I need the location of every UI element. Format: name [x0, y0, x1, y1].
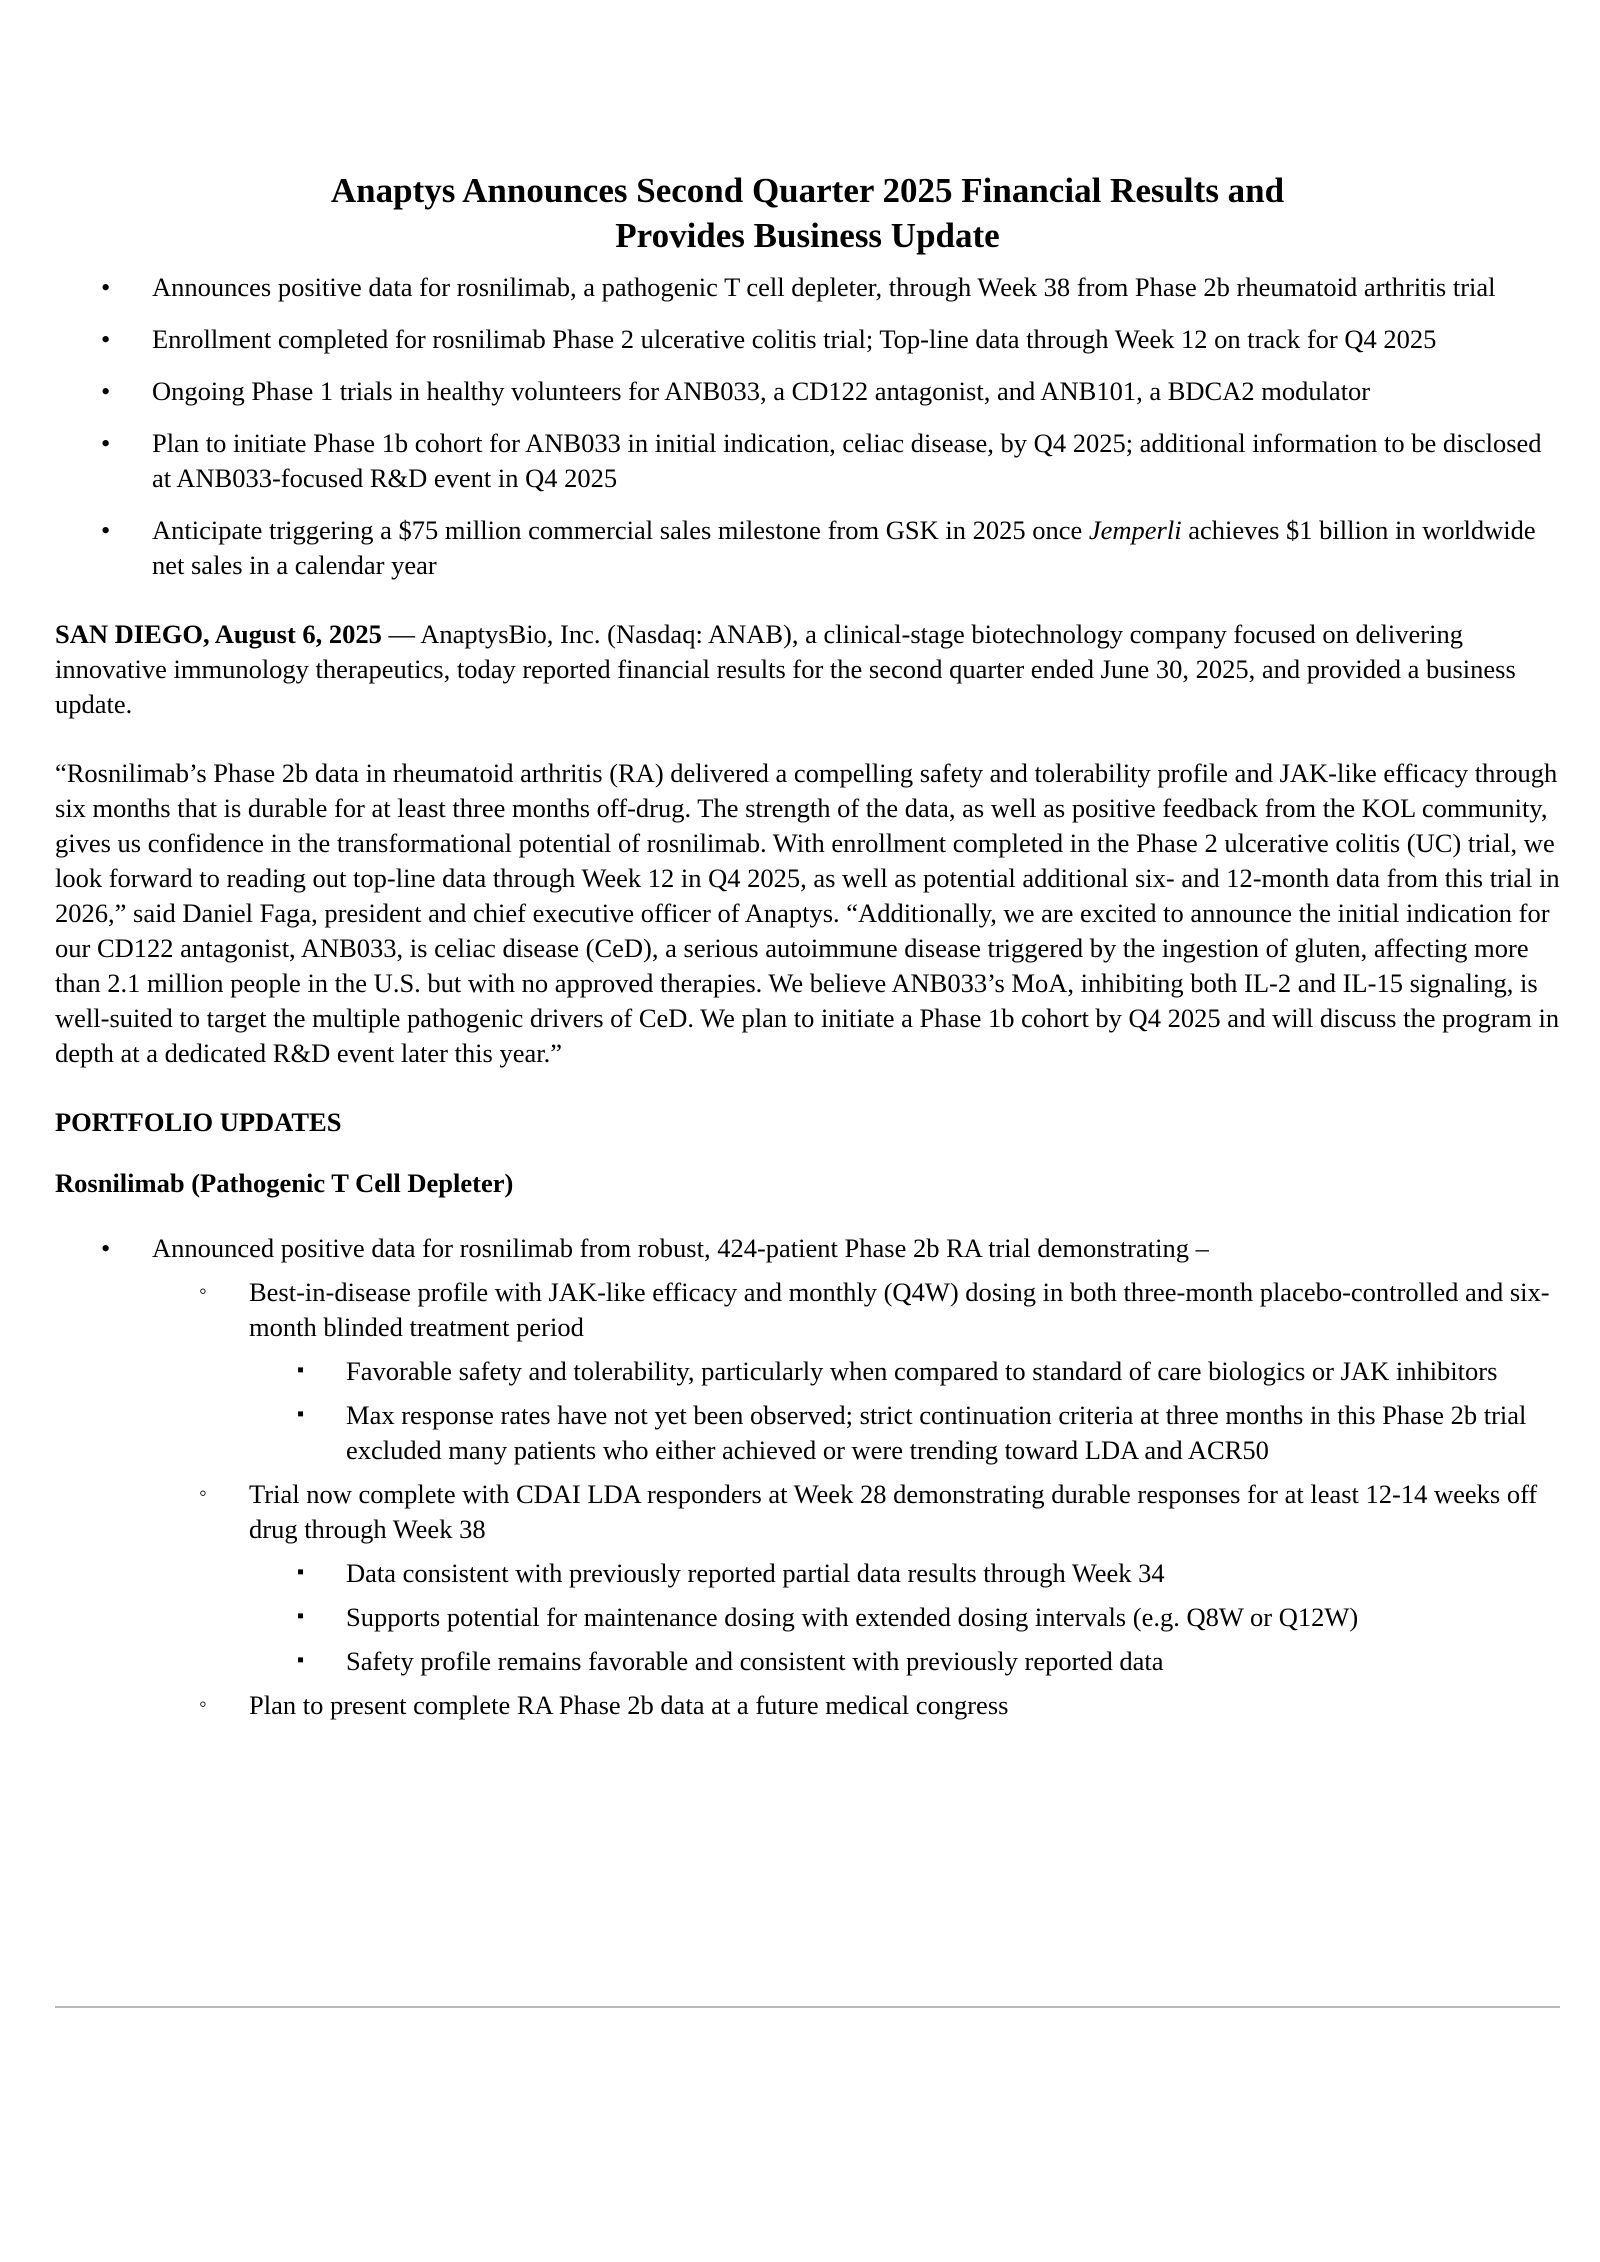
portfolio-subsubitem-text: Data consistent with previously reported partial data results through Week 34 [346, 1558, 1165, 1588]
portfolio-subsubitem [55, 1644, 1560, 1679]
square-bullet-marker: ▪ [297, 1403, 305, 1425]
highlight-text: Announces positive data for rosnilimab, a pathogenic T cell depleter, through Week 38 from Phase 2b rheumatoid arthritis trial [152, 272, 1496, 302]
footer-divider [55, 2006, 1560, 2008]
square-bullet-marker: ▪ [297, 1605, 305, 1627]
portfolio-subsubitem [55, 1600, 1560, 1635]
circle-bullet-marker: ◦ [199, 1278, 207, 1303]
portfolio-subsubitem-text: Favorable safety and tolerability, particularly when compared to standard of care biologics or JAK inhibitors [346, 1356, 1498, 1386]
square-bullet-marker: ▪ [297, 1359, 305, 1381]
highlight-item [55, 374, 1560, 409]
circle-bullet-marker: ◦ [199, 1691, 207, 1716]
portfolio-subsubitem [55, 1556, 1560, 1591]
portfolio-sublist [152, 1275, 1560, 1723]
circle-bullet-marker: ◦ [199, 1480, 207, 1505]
bullet-marker: • [101, 428, 111, 458]
portfolio-subsubitem [55, 1398, 1560, 1468]
bullet-marker: • [101, 1233, 111, 1263]
title-line-2: Provides Business Update [615, 216, 1000, 255]
page-title [55, 168, 1560, 258]
portfolio-subsublist [249, 1354, 1560, 1468]
portfolio-list [55, 1231, 1560, 1723]
portfolio-subitem [55, 1477, 1560, 1679]
highlight-item [55, 513, 1560, 583]
intro-text: — AnaptysBio, Inc. (Nasdaq: ANAB), a clinical-stage biotechnology company focused on delivering innovative immunology therapeutics, today reported financial results for the second quarter ended June 30, 2025, and provided a business update. [55, 619, 1516, 719]
portfolio-subsubitem-text: Max response rates have not yet been observed; strict continuation criteria at three months in this Phase 2b trial excluded many patients who either achieved or were trending toward LDA and ACR50 [346, 1400, 1527, 1465]
highlight-text: Ongoing Phase 1 trials in healthy volunteers for ANB033, a CD122 antagonist, and ANB101, a BDCA2 modulator [152, 376, 1371, 406]
quote-paragraph: “Rosnilimab’s Phase 2b data in rheumatoid arthritis (RA) delivered a compelling safety and tolerability profile and JAK-like efficacy through six months that is durable for at least three months off-drug. The strength of the data, as well as positive feedback from the KOL community, gives us confidence in the transformational potential of rosnilimab. With enrollment completed in the Phase 2 ulcerative colitis (UC) trial, we look forward to reading out top-line data through Week 12 in Q4 2025, as well as potential additional six- and 12-month data from this trial in 2026,” said Daniel Faga, president and chief executive officer of Anaptys. “Additionally, we are excited to announce the initial indication for our CD122 antagonist, ANB033, is celiac disease (CeD), a serious autoimmune disease triggered by the ingestion of gluten, affecting more than 2.1 million people in the U.S. but with no approved therapies. We believe ANB033’s MoA, inhibiting both IL-2 and IL-15 signaling, is well-suited to target the multiple pathogenic drivers of CeD. We plan to initiate a Phase 1b cohort by Q4 2025 and will discuss the program in depth at a dedicated R&D event later this year.” [55, 758, 1560, 1068]
portfolio-subitem-text: Plan to present complete RA Phase 2b data at a future medical congress [249, 1690, 1009, 1720]
portfolio-subitem-text: Trial now complete with CDAI LDA responders at Week 28 demonstrating durable responses for at least 12-14 weeks off drug through Week 38 [249, 1479, 1538, 1544]
bullet-marker: • [101, 515, 111, 545]
highlight-item [55, 322, 1560, 357]
highlight-text-before: Anticipate triggering a $75 million commercial sales milestone from GSK in 2025 once [152, 515, 1089, 545]
dateline: SAN DIEGO, August 6, 2025 [55, 619, 382, 649]
section-heading: PORTFOLIO UPDATES [55, 1107, 342, 1137]
portfolio-subsublist [249, 1556, 1560, 1679]
highlight-text-italic: Jemperli [1088, 515, 1182, 545]
highlights-list [55, 270, 1560, 583]
document-page [55, 168, 1560, 1740]
subsection-heading: Rosnilimab (Pathogenic T Cell Depleter) [55, 1168, 514, 1198]
portfolio-item [55, 1231, 1560, 1723]
highlight-text-after: achieves $1 billion in worldwide net sales in a calendar year [152, 515, 1536, 580]
intro-paragraph [55, 617, 1560, 722]
portfolio-subsubitem-text: Safety profile remains favorable and consistent with previously reported data [346, 1646, 1164, 1676]
portfolio-main-text: Announced positive data for rosnilimab from robust, 424-patient Phase 2b RA trial demonstrating – [152, 1233, 1209, 1263]
highlight-item [55, 270, 1560, 305]
highlight-text: Plan to initiate Phase 1b cohort for ANB033 in initial indication, celiac disease, by Q4 2025; additional information to be disclosed at ANB033-focused R&D event in Q4 2025 [152, 428, 1542, 493]
portfolio-subsubitem-text: Supports potential for maintenance dosing with extended dosing intervals (e.g. Q8W or Q12W) [346, 1602, 1359, 1632]
square-bullet-marker: ▪ [297, 1561, 305, 1583]
highlight-item [55, 426, 1560, 496]
title-line-1: Anaptys Announces Second Quarter 2025 Financial Results and [330, 171, 1285, 210]
portfolio-subsubitem [55, 1354, 1560, 1389]
square-bullet-marker: ▪ [297, 1649, 305, 1671]
bullet-marker: • [101, 324, 111, 354]
portfolio-subitem-text: Best-in-disease profile with JAK-like efficacy and monthly (Q4W) dosing in both three-month placebo-controlled and six-month blinded treatment period [249, 1277, 1550, 1342]
bullet-marker: • [101, 376, 111, 406]
bullet-marker: • [101, 272, 111, 302]
highlight-text: Enrollment completed for rosnilimab Phase 2 ulcerative colitis trial; Top-line data through Week 12 on track for Q4 2025 [152, 324, 1437, 354]
portfolio-subitem [55, 1275, 1560, 1468]
portfolio-subitem [55, 1688, 1560, 1723]
